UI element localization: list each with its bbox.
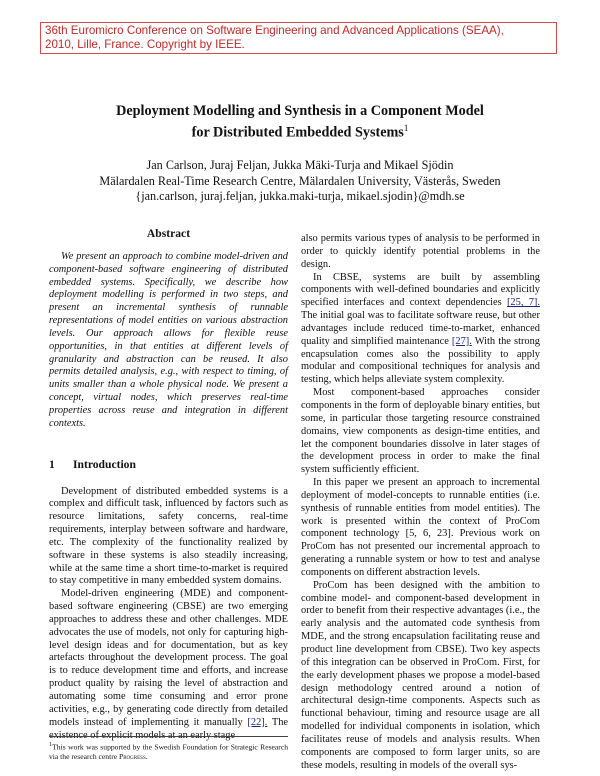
abstract-text: We present an approach to combine model-driven and component-based software engineering of distributed embedded systems. Specifically, we describe how deployment modelling is performed in two steps, and present an incremental synthesis of runnable representations of model entities on various abstraction levels. Our approach allows for flexible reuse opportunities, in that entities at different levels of granularity and abstraction can be reused. It also permits detailed analysis, e.g., with respect to timing, of units smaller than a whole physical node. We present a concept, virtual nodes, which preserves real-time properties across reuse and integration in different contexts. — [49, 250, 288, 429]
section-title: Introduction — [73, 457, 136, 471]
paper-title — [60, 103, 540, 142]
right-p1-text-b: The initial goal was to facilitate software reuse, but other advantages include reduced time-to-market, enhanced quality and simplified maintenance — [301, 310, 540, 347]
author-emails: {jan.carlson, juraj.feljan, jukka.maki-turja, mikael.sjodin}@mdh.se — [135, 189, 465, 203]
citation-link[interactable]: [25, 7]. — [506, 297, 540, 309]
intro-p2-text-a: Model-driven engineering (MDE) and component-based software engineering (CBSE) are two emerging approaches to address these and other challenges. MDE advocates the use of models, not only for capturing high-level design ideas and for documentation, but as key artefacts throughout the development process. The goal is to reduce development time and efforts, and increase product quality by raising the level of abstraction and automating some time consuming and error prone activities, e.g., by generating code directly from detailed models instead of implementing it manually — [49, 588, 288, 728]
title-line-2-text: for Distributed Embedded Systems — [191, 124, 404, 141]
title-footnote-mark: 1 — [403, 123, 409, 133]
abstract-heading: Abstract — [146, 227, 191, 240]
copyright-line-2: 2010, Lille, France. Copyright by IEEE. — [45, 38, 245, 51]
left-column — [49, 228, 288, 742]
right-column — [301, 233, 540, 772]
copyright-line-1: 36th Euromicro Conference on Software Engineering and Advanced Applications (SEAA), — [45, 24, 504, 37]
author-affiliation: Mälardalen Real-Time Research Centre, Mälardalen University, Västerås, Sweden — [99, 173, 501, 188]
footnote-text: This work was supported by the Swedish Foundation for Strategic Research via the research centre — [49, 742, 288, 761]
author-block — [50, 158, 550, 205]
right-p1-text-c: With the strong encapsulation comes also the possibility to apply modular and compositional techniques for analysis and testing, which helps alleviate system complexity. — [301, 335, 540, 386]
right-paragraph-3: In this paper we present an approach to incremental deployment of model-concepts to runnable entities (i.e. synthesis of runnable entities from model entities). The work is presented within the context of ProCom component technology [5, 6, 23]. Previous work on ProCom has not presented our incremental approach to generating a runnable system or how to test and analyse components on different abstraction levels. — [301, 477, 540, 578]
footnote — [49, 736, 288, 761]
intro-paragraph-1: Development of distributed embedded systems is a complex and difficult task, influenced by factors such as resource limitations, safety concerns, real-time requirements, interplay between software and hardware, etc. The complexity of the functionality realized by software in these systems is also steadily increasing, while at the same time a short time-to-market is required to stay competitive in many embedded system domains. — [49, 485, 288, 587]
introduction-heading — [49, 459, 288, 472]
footnote-centre-name: Progress — [119, 751, 146, 761]
intro-p2-text-b: The existence of explicit models at an early stage — [49, 716, 288, 741]
right-paragraph-1 — [301, 272, 540, 388]
section-number: 1 — [49, 457, 55, 471]
author-names: Jan Carlson, Juraj Feljan, Jukka Mäki-Turja and Mikael Sjödin — [146, 158, 454, 172]
footnote-end: . — [145, 751, 148, 761]
citation-link[interactable]: [27]. — [451, 335, 472, 347]
right-paragraph-2: Most component-based approaches consider components in the form of deployable binary entities, but some, in particular those targeting resource constrained domains, view components as design-time entities, and let the component boundaries dissolve in later stages of the development process in order to make the final system sufficiently efficient. — [301, 387, 540, 476]
copyright-notice — [40, 22, 557, 54]
title-line-2 — [60, 120, 540, 142]
footnote-mark: 1 — [49, 741, 53, 748]
abstract-section — [49, 228, 288, 431]
right-paragraph-0: also permits various types of analysis to be performed in order to quickly identify potential problems in the design. — [301, 233, 540, 270]
citation-link[interactable]: [22]. — [247, 716, 268, 728]
right-p1-text-a: In CBSE, systems are built by assembling components with well-defined boundaries and explicitly specified interfaces and context dependencies — [301, 271, 540, 309]
right-paragraph-4: ProCom has been designed with the ambition to combine model- and component-based development in order to benefit from their respective advantages (i.e., the early analysis and the automated code synthesis from MDE, and the strong encapsulation facilitating reuse and product line development from CBSE). Two key aspects of this integration can be observed in ProCom. First, for the early development phases we propose a model-based design methodology centred around a notion of architectural design-time components. Aspects such as functional behaviour, timing and resource usage are all modelled for individual components in isolation, which facilitates reuse of models and analysis results. When components are composed to form larger units, so are these models, resulting in models of the overall sys- — [301, 579, 540, 771]
intro-paragraph-2 — [49, 588, 288, 742]
title-line-1: Deployment Modelling and Synthesis in a Component Model — [116, 103, 484, 119]
